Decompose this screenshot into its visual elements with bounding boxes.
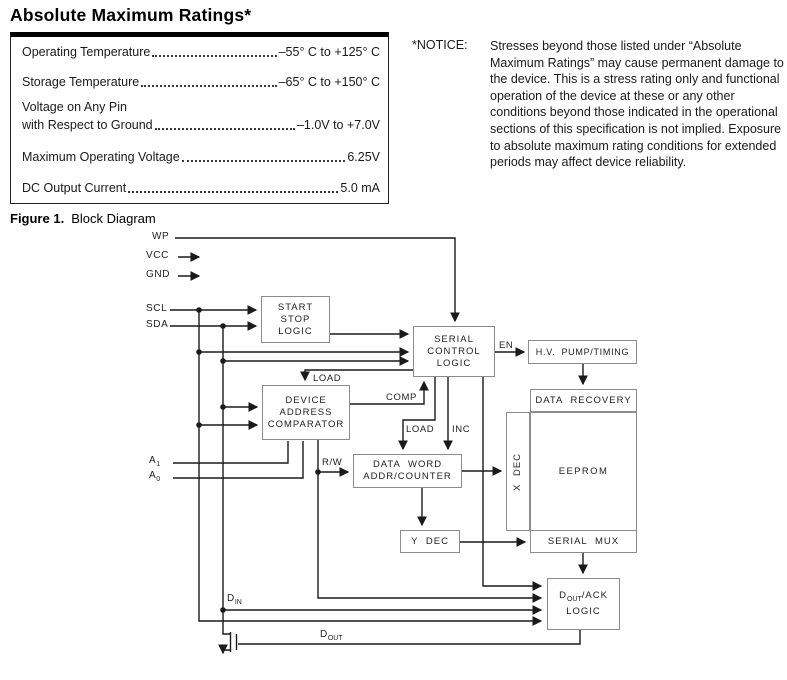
row-label: with Respect to Ground bbox=[22, 118, 153, 132]
pin-label-sda: SDA bbox=[146, 319, 169, 330]
pin-label-vcc: VCC bbox=[146, 250, 169, 261]
row-label: Operating Temperature bbox=[22, 45, 151, 59]
block-dout-ack-logic: $D_{OUT}$/ACK LOGIC bbox=[547, 578, 620, 630]
row-value: –65° C to +150° C bbox=[278, 75, 380, 89]
row-value: 5.0 mA bbox=[340, 181, 380, 195]
row-label: Storage Temperature bbox=[22, 75, 140, 89]
row-value: –1.0V to +7.0V bbox=[296, 118, 380, 132]
block-device-address-comparator: DEVICE ADDRESS COMPARATOR bbox=[262, 385, 350, 440]
row-value: –55° C to +125° C bbox=[278, 45, 380, 59]
figure-title: Block Diagram bbox=[71, 211, 156, 226]
wire-label-rw: R/W bbox=[322, 457, 343, 468]
figure-label: Figure 1. bbox=[10, 211, 65, 226]
row-value: 6.25V bbox=[347, 150, 380, 164]
row-label: DC Output Current bbox=[22, 181, 127, 195]
pin-label-wp: WP bbox=[152, 231, 170, 242]
junction-dots bbox=[196, 307, 321, 613]
pin-label-a1: $A_1$ bbox=[149, 455, 161, 468]
wire-label-load: LOAD bbox=[313, 373, 342, 384]
wire-label-en: EN bbox=[499, 340, 514, 351]
block-x-dec: X DEC bbox=[506, 412, 530, 531]
block-data-word-addr-counter: DATA WORD ADDR/COUNTER bbox=[353, 454, 462, 488]
signal-label-dout: $D_{OUT}$ bbox=[320, 629, 343, 642]
wire-label-load: LOAD bbox=[406, 424, 435, 435]
block-data-recovery: DATA RECOVERY bbox=[530, 389, 637, 412]
wire-label-inc: INC bbox=[452, 424, 471, 435]
block-serial-control-logic: SERIAL CONTROL LOGIC bbox=[413, 326, 495, 377]
row-label-pre: Voltage on Any Pin bbox=[22, 100, 127, 114]
pin-label-gnd: GND bbox=[146, 269, 171, 280]
signal-label-din: $D_{IN}$ bbox=[227, 593, 242, 606]
row-label: Maximum Operating Voltage bbox=[22, 150, 180, 164]
notice-text: Stresses beyond those listed under “Absolute Maximum Ratings” may cause permanent damage to the device. This is a stress rating only and functional operation of the device at these or any other conditions beyond those indicated in the operational sections of this specification is not implied. Exposure to absolute maximum rating conditions for extended periods may affect device reliability. bbox=[490, 39, 784, 170]
notice-label: *NOTICE: bbox=[412, 38, 468, 52]
block-serial-mux: SERIAL MUX bbox=[530, 530, 637, 553]
wire-label-comp: COMP bbox=[386, 392, 417, 403]
pin-label-a0: $A_0$ bbox=[149, 470, 161, 483]
block-start-stop-logic: START STOP LOGIC bbox=[261, 296, 330, 343]
block-hv-pump-timing: H.V. PUMP/TIMING bbox=[528, 340, 637, 364]
block-y-dec: Y DEC bbox=[400, 530, 460, 553]
pin-label-scl: SCL bbox=[146, 303, 168, 314]
page-title: Absolute Maximum Ratings* bbox=[10, 5, 252, 25]
block-eeprom: EEPROM bbox=[530, 412, 637, 531]
